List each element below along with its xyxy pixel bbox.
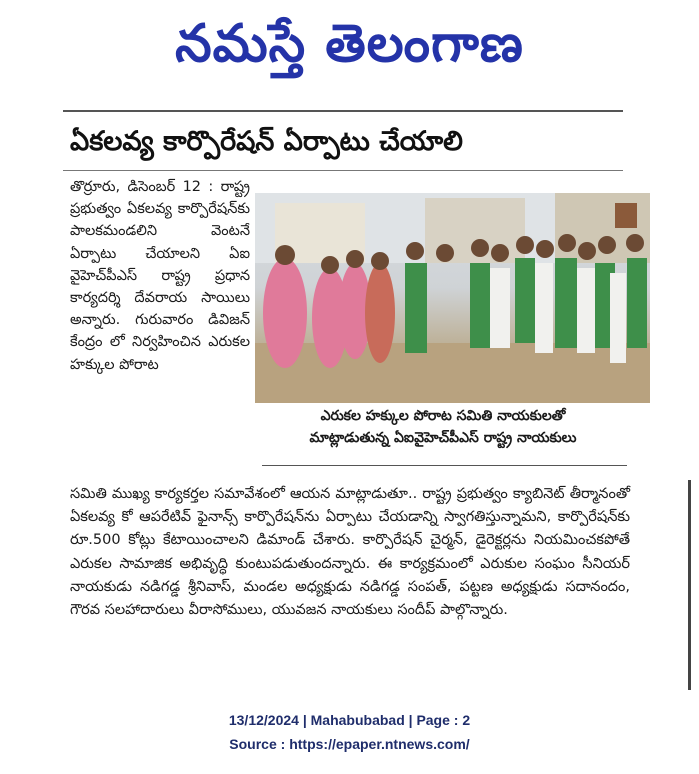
footer-source: Source : https://epaper.ntnews.com/ [229, 736, 470, 752]
masthead [0, 0, 699, 90]
page-edge-mark [688, 480, 691, 690]
photo-caption [258, 405, 628, 449]
divider-top [63, 110, 623, 112]
article-headline: ఏకలవ్య కార్పొరేషన్ ఏర్పాటు చేయాలి [70, 126, 463, 157]
article-body [70, 483, 630, 622]
footer-date-edition: 13/12/2024 | Mahabubabad | Page : 2 [228, 712, 471, 728]
group-photo [255, 193, 650, 403]
newspaper-title: నమస్తే తెలంగాణ [175, 14, 524, 74]
group-photo-illustration [255, 193, 650, 403]
caption-line-1: ఎరుకల హక్కుల పోరాట సమితి నాయకులతో [320, 408, 566, 424]
left-column-text: తొర్రూరు, డిసెంబర్ 12 : రాష్ట్ర ప్రభుత్వం ఏకలవ్య కార్పొరేషన్‌కు పాలకమండలిని వెంటనే ఏర్పాటు చేయాలని ఏఐ వైహెచ్‌పీఎస్ రాష్ట్ర ప్రధాన కార్యదర్శి దేవరాయ సాయిలు అన్నారు. గురువారం డివిజన్ కేంద్రం లో నిర్వహించిన ఎరుకల హక్కుల పోరాట [70, 179, 250, 373]
divider-headline [63, 170, 623, 171]
article-body-text: సమితి ముఖ్య కార్యకర్తల సమావేశంలో ఆయన మాట్లాడుతూ.. రాష్ట్ర ప్రభుత్వం క్యాబినెట్ తీర్మానంతో ఏకలవ్య కో ఆపరేటివ్ ఫైనాన్స్ కార్పొరేషన్‌ను ఏర్పాటు చేయడాన్ని స్వాగతిస్తున్నామని, కార్పొరేషన్‌కు రూ.500 కోట్లు కేటాయించాలని డిమాండ్ చేశారు. కార్పొరేషన్ చైర్మన్, డైరెక్టర్లను నియమించకపోతే ఎరుకల సామాజిక అభివృద్ధి కుంటుపడుతుందన్నారు. ఈ కార్యక్రమంలో ఎరుకుల సంఘం సీనియర్ నాయకుడు నడిగడ్డ శ్రీనివాస్, మండల అధ్యక్షుడు నడిగడ్డ సంపత్, పట్టణ అధ్యక్షుడు సదానందం, గౌరవ సలహాదారులు వీరాసోములు, యువజన నాయకులు సందీప్ పాల్గొన్నారు. [70, 486, 630, 619]
article-left-column [70, 176, 250, 376]
caption-line-2: మాట్లాడుతున్న ఏఐవైహెచ్‌పీఎస్ రాష్ట్ర నాయకులు [309, 430, 577, 446]
caption-underline [262, 465, 627, 466]
